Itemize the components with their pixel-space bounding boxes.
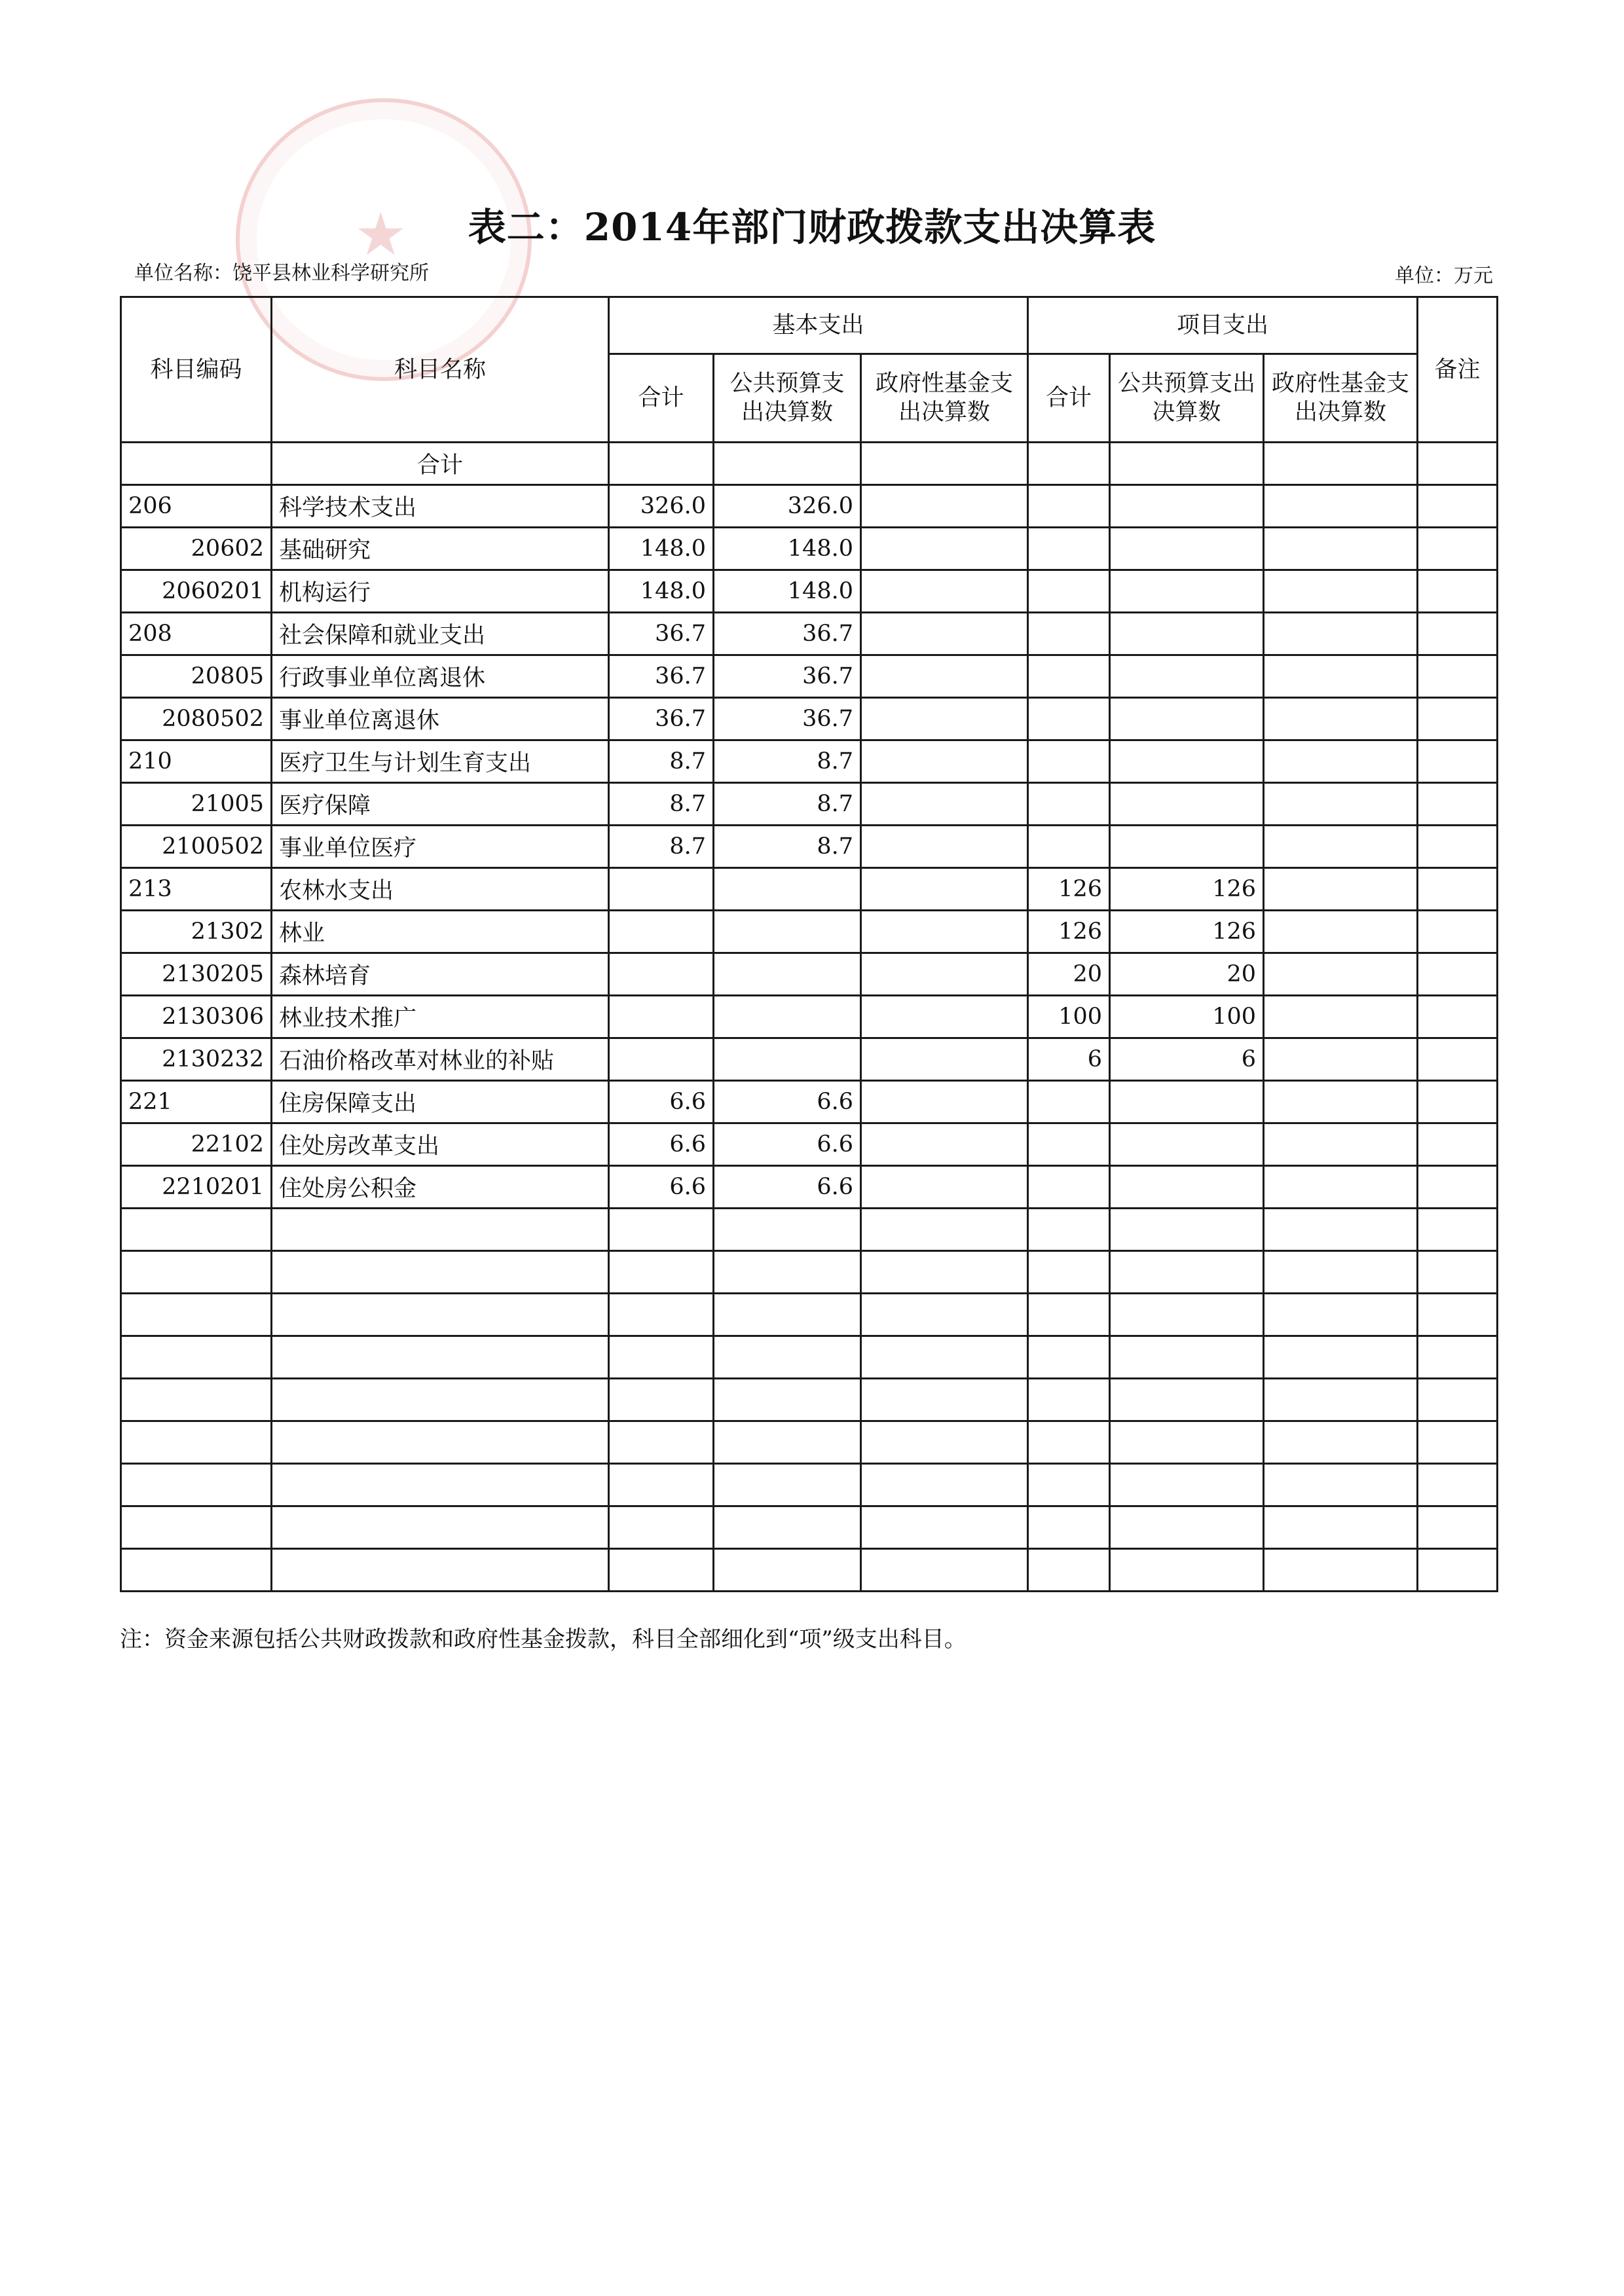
cell-b-public: 36.7 [714,655,861,698]
cell-b-fund [861,613,1028,655]
cell-b-fund [861,698,1028,740]
cell-p-fund [1264,1081,1418,1123]
cell-b-total: 36.7 [609,613,714,655]
row-code: 20805 [121,655,272,698]
row-code: 213 [121,868,272,911]
cell-p-public: 20 [1110,953,1264,996]
table-row [121,783,1498,826]
cell-b-fund [861,1081,1028,1123]
cell-b-public [714,1038,861,1081]
cell-b-fund [861,826,1028,868]
page-title: 表二：2014年部门财政拨款支出决算表 [468,205,1156,249]
cell-p-total: 100 [1028,996,1110,1038]
empty-row [121,1379,1498,1421]
cell-b-fund [861,868,1028,911]
header-project: 项目支出 [1028,297,1418,354]
empty-row [121,1464,1498,1506]
cell-b-total: 8.7 [609,826,714,868]
table-row [121,655,1498,698]
cell-b-total [609,953,714,996]
row-name: 林业 [272,911,609,953]
cell-p-public [1110,783,1264,826]
row-name: 林业技术推广 [272,996,609,1038]
cell-remark [1418,783,1498,826]
cell-b-public: 8.7 [714,783,861,826]
cell-p-public [1110,570,1264,613]
row-code: 2060201 [121,570,272,613]
cell-p-fund [1264,485,1418,528]
cell-remark [1418,698,1498,740]
row-name: 社会保障和就业支出 [272,613,609,655]
table-row [121,953,1498,996]
cell-b-public: 326.0 [714,485,861,528]
empty-row [121,1294,1498,1336]
cell-b-total [609,868,714,911]
cell-remark [1418,485,1498,528]
table-row [121,740,1498,783]
cell-p-total [1028,655,1110,698]
empty-row [121,1336,1498,1379]
cell-b-public: 36.7 [714,698,861,740]
table-row [121,1166,1498,1209]
cell-b-fund [861,1123,1028,1166]
empty-row [121,1421,1498,1464]
table-row [121,1123,1498,1166]
cell-p-public: 6 [1110,1038,1264,1081]
cell-b-total [609,996,714,1038]
cell-p-fund [1264,868,1418,911]
cell-remark [1418,826,1498,868]
row-code: 206 [121,485,272,528]
table-row [121,613,1498,655]
empty-row [121,1506,1498,1549]
cell-p-total [1028,740,1110,783]
cell-p-fund [1264,783,1418,826]
row-name: 森林培育 [272,953,609,996]
header-code: 科目编码 [121,297,272,443]
cell-b-public [714,953,861,996]
cell-remark [1418,570,1498,613]
cell-b-total: 6.6 [609,1166,714,1209]
cell-p-public [1110,655,1264,698]
cell-b-total: 6.6 [609,1123,714,1166]
row-code: 22102 [121,1123,272,1166]
empty-row [121,1549,1498,1592]
cell-remark [1418,528,1498,570]
cell-p-public [1110,485,1264,528]
cell-p-total: 6 [1028,1038,1110,1081]
cell-b-total: 148.0 [609,570,714,613]
cell-p-total: 126 [1028,911,1110,953]
cell-p-total [1028,485,1110,528]
cell-remark [1418,1081,1498,1123]
row-name: 医疗卫生与计划生育支出 [272,740,609,783]
cell-p-total [1028,613,1110,655]
row-code: 2130205 [121,953,272,996]
cell-b-fund [861,1038,1028,1081]
cell-p-fund [1264,1166,1418,1209]
cell-p-public: 126 [1110,868,1264,911]
cell-remark [1418,868,1498,911]
empty-row [121,1209,1498,1251]
row-name: 事业单位离退休 [272,698,609,740]
cell-b-public: 6.6 [714,1081,861,1123]
row-code: 21005 [121,783,272,826]
cell-b-fund [861,570,1028,613]
cell-b-total: 36.7 [609,655,714,698]
cell-b-public: 8.7 [714,740,861,783]
cell-p-fund [1264,698,1418,740]
row-code: 2100502 [121,826,272,868]
cell-p-total [1028,698,1110,740]
cell-remark [1418,1038,1498,1081]
unit-name: 单位名称：饶平县林业科学研究所 [134,262,429,285]
unit-label: 单位：万元 [1395,264,1493,287]
header-basic: 基本支出 [609,297,1028,354]
cell-p-public: 100 [1110,996,1264,1038]
cell-remark [1418,613,1498,655]
cell-p-public [1110,698,1264,740]
cell-b-total: 8.7 [609,740,714,783]
total-label: 合计 [272,443,609,485]
cell-b-total: 6.6 [609,1081,714,1123]
cell-b-public [714,996,861,1038]
cell-p-total [1028,1166,1110,1209]
cell-b-public [714,868,861,911]
official-seal: ★ [236,98,532,381]
cell-p-fund [1264,613,1418,655]
row-name: 农林水支出 [272,868,609,911]
cell-p-fund [1264,528,1418,570]
cell-p-public [1110,826,1264,868]
cell-p-total [1028,783,1110,826]
row-name: 科学技术支出 [272,485,609,528]
cell-b-total [609,1038,714,1081]
cell-b-public: 6.6 [714,1166,861,1209]
row-code: 208 [121,613,272,655]
cell-b-fund [861,485,1028,528]
cell-b-total: 8.7 [609,783,714,826]
header-basic-total: 合计 [609,354,714,443]
cell-p-total [1028,1081,1110,1123]
cell-p-public: 126 [1110,911,1264,953]
cell-b-total: 326.0 [609,485,714,528]
cell-p-public [1110,1123,1264,1166]
table-row [121,570,1498,613]
cell-p-public [1110,528,1264,570]
row-code: 21302 [121,911,272,953]
table-row [121,1081,1498,1123]
row-name: 住处房改革支出 [272,1123,609,1166]
cell-p-public [1110,613,1264,655]
cell-remark [1418,1123,1498,1166]
empty-row [121,1251,1498,1294]
cell-p-fund [1264,1038,1418,1081]
table-row [121,1038,1498,1081]
table-row [121,868,1498,911]
cell-remark [1418,996,1498,1038]
row-code: 221 [121,1081,272,1123]
expenditure-table [120,296,1498,1592]
header-basic-public: 公共预算支出决算数 [714,354,861,443]
row-name: 医疗保障 [272,783,609,826]
row-code: 2080502 [121,698,272,740]
cell-p-fund [1264,911,1418,953]
footnote: 注：资金来源包括公共财政拨款和政府性基金拨款，科目全部细化到“项”级支出科目。 [120,1626,967,1652]
cell-p-total [1028,1123,1110,1166]
cell-b-public [714,911,861,953]
cell-p-fund [1264,655,1418,698]
header-project-total: 合计 [1028,354,1110,443]
cell-b-fund [861,655,1028,698]
header-project-fund: 政府性基金支出决算数 [1264,354,1418,443]
cell-b-public: 148.0 [714,570,861,613]
row-name: 住处房公积金 [272,1166,609,1209]
cell-p-fund [1264,996,1418,1038]
row-name: 住房保障支出 [272,1081,609,1123]
header-name: 科目名称 [272,297,609,443]
cell-b-public: 6.6 [714,1123,861,1166]
cell-b-fund [861,996,1028,1038]
row-name: 机构运行 [272,570,609,613]
cell-b-fund [861,528,1028,570]
cell-remark [1418,953,1498,996]
cell-b-public: 36.7 [714,613,861,655]
table-row [121,826,1498,868]
cell-p-total: 20 [1028,953,1110,996]
row-name: 石油价格改革对林业的补贴 [272,1038,609,1081]
row-code: 2210201 [121,1166,272,1209]
cell-p-fund [1264,826,1418,868]
table-row [121,485,1498,528]
cell-remark [1418,655,1498,698]
total-code [121,443,272,485]
header-basic-fund: 政府性基金支出决算数 [861,354,1028,443]
cell-p-fund [1264,740,1418,783]
header-project-public: 公共预算支出决算数 [1110,354,1264,443]
cell-p-total [1028,570,1110,613]
cell-p-public [1110,740,1264,783]
cell-b-fund [861,911,1028,953]
cell-p-public [1110,1081,1264,1123]
cell-b-fund [861,740,1028,783]
cell-p-fund [1264,953,1418,996]
table-row [121,996,1498,1038]
row-name: 基础研究 [272,528,609,570]
cell-p-public [1110,1166,1264,1209]
cell-b-total [609,911,714,953]
cell-p-fund [1264,570,1418,613]
cell-p-total: 126 [1028,868,1110,911]
cell-b-fund [861,1166,1028,1209]
total-row [121,443,1498,485]
cell-remark [1418,1166,1498,1209]
row-code: 2130232 [121,1038,272,1081]
row-code: 210 [121,740,272,783]
cell-b-fund [861,783,1028,826]
cell-remark [1418,911,1498,953]
row-code: 20602 [121,528,272,570]
table-row [121,911,1498,953]
row-code: 2130306 [121,996,272,1038]
table-row [121,698,1498,740]
cell-p-total [1028,826,1110,868]
cell-b-public: 8.7 [714,826,861,868]
cell-b-fund [861,953,1028,996]
row-name: 事业单位医疗 [272,826,609,868]
cell-b-public: 148.0 [714,528,861,570]
row-name: 行政事业单位离退休 [272,655,609,698]
cell-remark [1418,740,1498,783]
cell-b-total: 148.0 [609,528,714,570]
cell-p-fund [1264,1123,1418,1166]
cell-p-total [1028,528,1110,570]
table-row [121,528,1498,570]
header-remark: 备注 [1418,297,1498,443]
cell-b-total: 36.7 [609,698,714,740]
